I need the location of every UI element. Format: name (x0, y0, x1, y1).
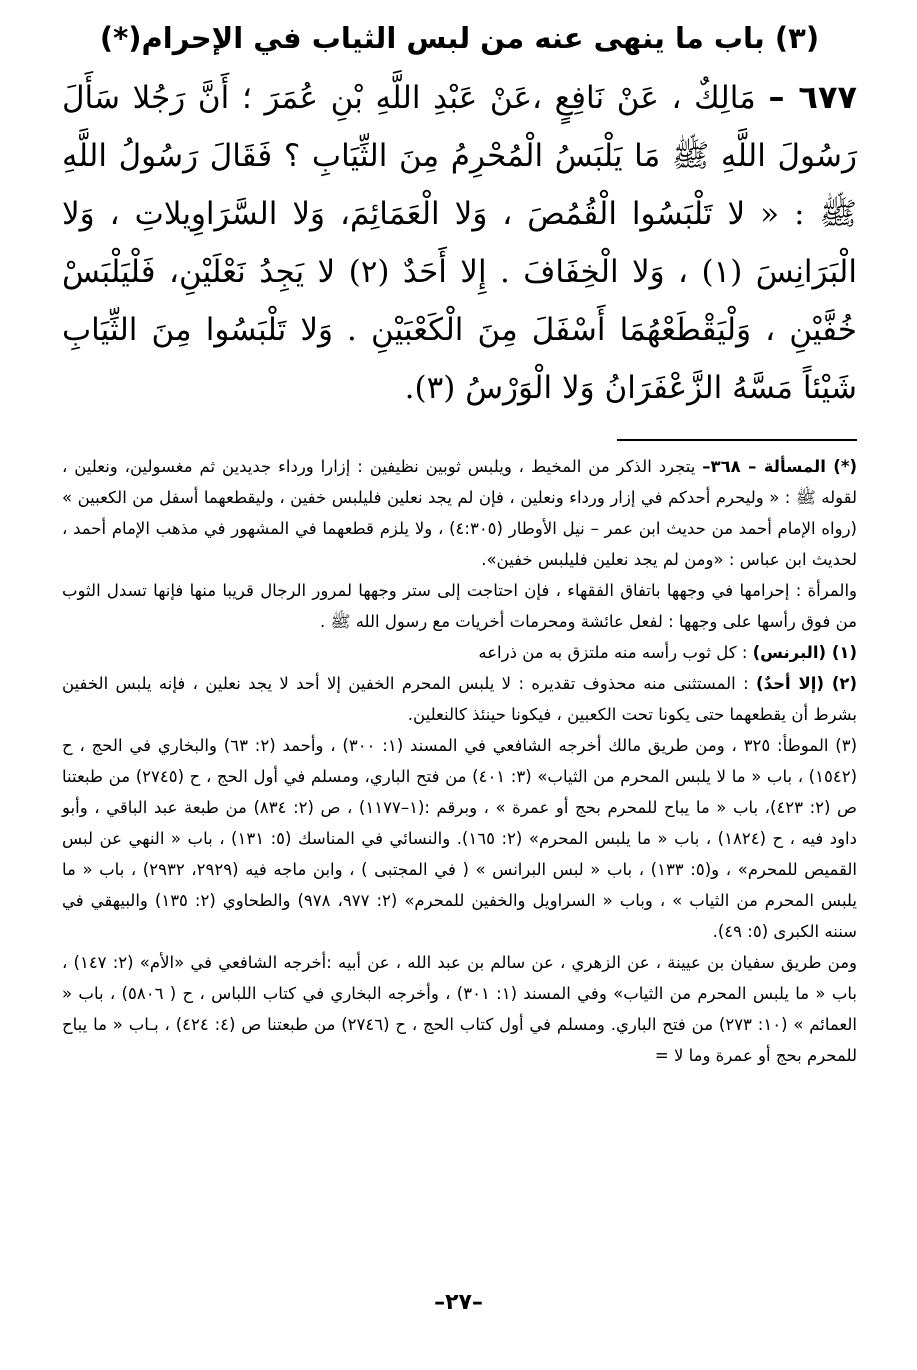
footnote-text: ومن طريق سفيان بن عيينة ، عن الزهري ، عن سالم بن عبد الله ، عن أبيه :أخرجه الشافعي في «الأم» (٢: ١٤٧) ، باب « ما يلبس المحرم من الثياب» وفي المسند (١: ٣٠١) ، وأخرجه البخاري في كتاب اللباس ، ح ( ٥٨٠٦) ، باب « العمائم » (١٠: ٢٧٣) من فتح الباري. ومسلم في أول كتاب الحج ، ح (٢٧٤٦) من طبعتنا ص (٤: ٤٢٤) ، بـاب « ما يباح للمحرم بحج أو عمرة وما لا = (62, 953, 858, 1065)
footnote-text: (٣) الموطأ: ٣٢٥ ، ومن طريق مالك أخرجه الشافعي في المسند (١: ٣٠٠) ، وأحمد (٢: ٦٣) والبخاري في الحج ، ح (١٥٤٢) ، باب « ما لا يلبس المحرم من الثياب» (٣: ٤٠١) من فتح الباري، ومسلم في أول الحج ، ح (٢٧٤٥) من طبعتنا ص (٢: ٤٢٣)، باب « ما يباح للمحرم بحج أو عمرة » ، وبرقم :(١–١١٧٧) ، ص (٢: ٨٣٤) من طبعة عبد الباقي ، وأبو داود فيه ، ح (١٨٢٤) ، باب « ما يلبس المحرم» (٢: ١٦٥). والنسائي في المناسك (٥: ١٣١) ، باب « النهي عن لبس القميص للمحرم» ، و(٥: ١٣٣) ، باب « لبس البرانس » ( في المجتبى ) ، وابن ماجه فيه (٢٩٢٩، ٢٩٣٢) ، باب « ما يلبس المحرم من الثياب » ، وباب « السراويل والخفين للمحرم» (٢: ٩٧٧، ٩٧٨) والطحاوي (٢: ١٣٥) والبيهقي في سننه الكبرى (٥: ٤٩). (62, 736, 858, 941)
chapter-title: (٣) باب ما ينهى عنه من لبس الثياب في الإحرام(*) (99, 21, 820, 55)
footnotes (62, 451, 857, 1071)
page-number: –٢٧– (434, 1290, 483, 1315)
footnote-lead: (١) (البرنس) (752, 643, 857, 662)
hadith-number: ٦٧٧ – (768, 78, 857, 116)
footnote-paragraph (62, 947, 857, 1071)
footnote-paragraph (62, 575, 857, 637)
footnote-paragraph (62, 730, 857, 947)
footnote-lead: (*) المسألة – ٣٦٨– (702, 457, 857, 476)
footnote-paragraph (62, 668, 857, 730)
footnote-text: يتجرد الذكر من المخيط ، ويلبس ثوبين نظيفين : إزارا ورداء جديدين ثم مغسولين، ونعلين ، لقوله ﷺ : « وليحرم أحدكم في إزار ورداء ونعلين ، فإن لم يجد نعلين فليلبس خفين ، وليقطعهما أسفل من الكعبين » (رواه الإمام أحمد من حديث ابن عمر – نيل الأوطار (٤:٣٠٥) ، ولا يلزم قطعهما في المشهور في مذهب الإمام أحمد ، لحديث ابن عباس : «ومن لم يجد نعلين فليلبس خفين». (62, 457, 857, 569)
hadith-text-block (62, 68, 857, 417)
footnote-text: والمرأة : إحرامها في وجهها باتفاق الفقهاء ، فإن احتاجت إلى ستر وجهها لمرور الرجال قريبا منها فإنها تسدل الثوب من فوق رأسها على وجهها : لفعل عائشة ومحرمات أخريات مع رسول الله ﷺ . (62, 581, 857, 631)
footnote-paragraph (62, 637, 857, 668)
footnote-divider (617, 439, 857, 441)
footnote-text: : كل ثوب رأسه منه ملتزق به من ذراعه (478, 643, 753, 662)
footnote-text: : المستثنى منه محذوف تقديره : لا يلبس المحرم الخفين إلا أحد لا يجد نعلين ، فإنه يلبس الخفين بشرط أن يقطعهما حتى يكونا تحت الكعبين ، فيكونا حينئذ كالنعلين. (62, 674, 857, 724)
footnote-paragraph (62, 451, 857, 575)
hadith-text: مَالِكٌ ، عَنْ نَافِعٍ ،عَنْ عَبْدِ اللَّهِ بْنِ عُمَرَ ؛ أَنَّ رَجُلا سَأَلَ رَسُولَ اللَّهِ ﷺ مَا يَلْبَسُ الْمُحْرِمُ مِنَ الثِّيَابِ ؟ فَقَالَ رَسُولُ اللَّهِ ﷺ : « لا تَلْبَسُوا الْقُمُصَ ، وَلا الْعَمَائِمَ، وَلا السَّرَاوِيلاتِ ، وَلا الْبَرَانِسَ (١) ، وَلا الْخِفَافَ . إِلا أَحَدٌ (٢) لا يَجِدُ نَعْلَيْنِ، فَلْيَلْبَسْ خُفَّيْنِ ، وَلْيَقْطَعْهُمَا أَسْفَلَ مِنَ الْكَعْبَيْنِ . وَلا تَلْبَسُوا مِنَ الثِّيَابِ شَيْئاً مَسَّهُ الزَّعْفَرَانُ وَلا الْوَرْسُ (٣). (62, 80, 857, 406)
footnote-lead: (٢) (إلا أحدٌ) (756, 674, 857, 693)
